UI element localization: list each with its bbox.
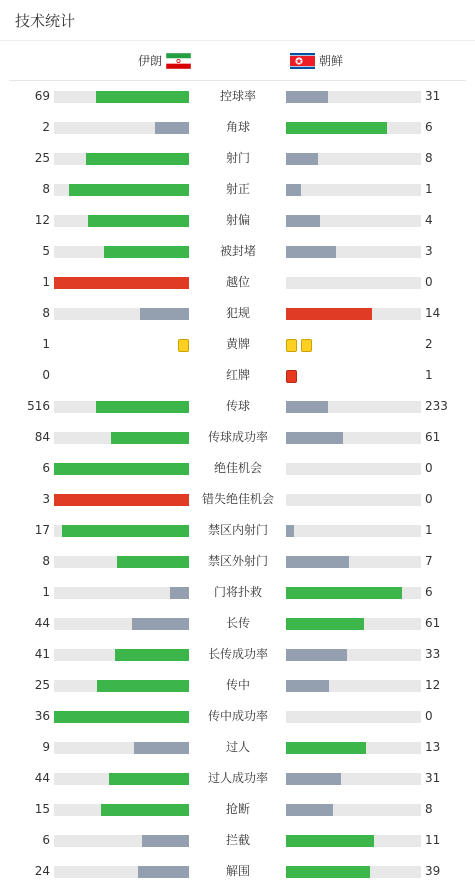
home-bar-track (54, 308, 189, 320)
away-value: 6 (425, 120, 433, 134)
away-value: 1 (425, 523, 433, 537)
away-bar-track (286, 804, 421, 816)
away-bar-track (286, 308, 421, 320)
home-bar-track (54, 525, 189, 537)
home-bar-track (54, 711, 189, 723)
stat-label: 射偏 (225, 213, 250, 227)
away-value: 33 (425, 647, 441, 661)
home-bar-fill (134, 742, 189, 754)
home-team[interactable] (138, 52, 191, 70)
stat-label: 错失绝佳机会 (201, 492, 274, 506)
home-value: 0 (42, 368, 50, 382)
yellow-card-icon (286, 339, 297, 352)
away-bar-fill (286, 432, 343, 444)
away-value: 8 (425, 151, 433, 165)
stat-row (0, 670, 475, 701)
away-value: 31 (425, 771, 441, 785)
stat-label: 越位 (225, 275, 250, 289)
stat-row (0, 608, 475, 639)
away-bar-fill (286, 308, 372, 320)
stat-label: 被封堵 (219, 244, 256, 258)
away-bar-fill (286, 835, 374, 847)
north-korea-flag-icon (290, 53, 315, 69)
home-value: 17 (34, 523, 50, 537)
away-value: 2 (425, 337, 433, 351)
home-bar-fill (115, 649, 189, 661)
stat-label: 传球 (225, 399, 250, 413)
home-value: 15 (34, 802, 50, 816)
home-value: 36 (34, 709, 50, 723)
stat-label: 红牌 (225, 368, 250, 382)
home-value: 516 (27, 399, 50, 413)
home-value: 44 (34, 771, 50, 785)
stat-row (0, 267, 475, 298)
away-value: 13 (425, 740, 441, 754)
home-bar-fill (138, 866, 189, 878)
home-bar-fill (62, 525, 189, 537)
home-bar-track (54, 153, 189, 165)
home-bar-fill (54, 463, 189, 475)
stat-row (0, 515, 475, 546)
away-bar-track (286, 432, 421, 444)
stat-label: 传中 (225, 678, 250, 692)
home-value: 8 (42, 554, 50, 568)
away-bar-fill (286, 587, 402, 599)
home-value: 84 (34, 430, 50, 444)
stat-label: 射门 (225, 151, 250, 165)
home-bar-track (54, 618, 189, 630)
away-bar-track (286, 91, 421, 103)
stat-row (0, 205, 475, 236)
away-value: 11 (425, 833, 441, 847)
stat-label: 门将扑救 (213, 585, 262, 599)
home-value: 3 (42, 492, 50, 506)
stat-label: 犯规 (225, 306, 250, 320)
home-bar-fill (69, 184, 189, 196)
home-bar-track (54, 835, 189, 847)
stat-row (0, 732, 475, 763)
away-bar-track (286, 587, 421, 599)
away-bar-track (286, 835, 421, 847)
stat-label: 角球 (225, 120, 250, 134)
home-bar-fill (155, 122, 189, 134)
away-bar-track (286, 618, 421, 630)
stat-row (0, 763, 475, 794)
stat-row (0, 422, 475, 453)
stat-label: 抢断 (225, 802, 250, 816)
away-bar-track (286, 866, 421, 878)
away-value: 12 (425, 678, 441, 692)
away-bar-track (286, 184, 421, 196)
home-value: 6 (42, 833, 50, 847)
away-bar-fill (286, 742, 366, 754)
stat-row (0, 546, 475, 577)
away-team-name: 朝鲜 (319, 54, 344, 68)
home-bar-fill (140, 308, 189, 320)
away-bar-fill (286, 91, 328, 103)
home-bar-track (54, 432, 189, 444)
stat-row (0, 825, 475, 856)
away-value: 1 (425, 368, 433, 382)
stat-row (0, 639, 475, 670)
home-bar-fill (111, 432, 189, 444)
home-bar-fill (104, 246, 189, 258)
away-bar-track (286, 153, 421, 165)
away-bar-fill (286, 184, 301, 196)
away-bar-track (286, 463, 421, 475)
home-bar-fill (132, 618, 189, 630)
home-value: 6 (42, 461, 50, 475)
home-value: 8 (42, 306, 50, 320)
stat-label: 长传 (225, 616, 250, 630)
away-value: 31 (425, 89, 441, 103)
away-bar-fill (286, 866, 370, 878)
home-value: 41 (34, 647, 50, 661)
away-bar-fill (286, 525, 294, 537)
page-title: 技术统计 (15, 12, 76, 30)
stat-label: 控球率 (219, 89, 256, 103)
away-bar-track (286, 215, 421, 227)
home-value: 69 (34, 89, 50, 103)
stat-row (0, 81, 475, 112)
away-cards (286, 339, 312, 352)
away-bar-fill (286, 401, 328, 413)
away-value: 0 (425, 492, 433, 506)
home-bar-track (54, 184, 189, 196)
stat-label: 射正 (225, 182, 250, 196)
stat-label: 过人 (225, 740, 250, 754)
red-card-icon (286, 370, 297, 383)
away-bar-fill (286, 649, 347, 661)
away-bar-track (286, 525, 421, 537)
away-value: 8 (425, 802, 433, 816)
home-bar-fill (96, 401, 189, 413)
away-bar-track (286, 742, 421, 754)
away-cards (286, 370, 297, 383)
home-bar-fill (97, 680, 189, 692)
home-bar-track (54, 680, 189, 692)
away-bar-fill (286, 804, 333, 816)
away-value: 3 (425, 244, 433, 258)
away-team[interactable] (290, 52, 343, 70)
home-value: 24 (34, 864, 50, 878)
home-bar-track (54, 277, 189, 289)
stat-label: 禁区内射门 (207, 523, 268, 537)
home-bar-track (54, 215, 189, 227)
yellow-card-icon (301, 339, 312, 352)
stat-row (0, 794, 475, 825)
away-bar-track (286, 122, 421, 134)
home-cards (178, 339, 189, 352)
away-value: 6 (425, 585, 433, 599)
home-value: 1 (42, 275, 50, 289)
home-bar-track (54, 246, 189, 258)
away-bar-track (286, 649, 421, 661)
home-value: 25 (34, 151, 50, 165)
stat-row (0, 577, 475, 608)
away-bar-track (286, 494, 421, 506)
home-bar-track (54, 494, 189, 506)
away-bar-fill (286, 122, 387, 134)
stat-row (0, 143, 475, 174)
stat-label: 长传成功率 (207, 647, 268, 661)
stat-label: 黄牌 (225, 337, 250, 351)
home-bar-fill (54, 494, 189, 506)
home-value: 12 (34, 213, 50, 227)
stat-row (0, 298, 475, 329)
home-value: 1 (42, 585, 50, 599)
stat-label: 拦截 (225, 833, 250, 847)
stat-label: 解围 (225, 864, 250, 878)
home-bar-fill (54, 711, 189, 723)
home-bar-fill (117, 556, 189, 568)
away-value: 0 (425, 709, 433, 723)
away-bar-fill (286, 680, 329, 692)
home-team-name: 伊朗 (138, 54, 163, 68)
home-bar-fill (170, 587, 189, 599)
stat-row (0, 360, 475, 391)
home-bar-track (54, 122, 189, 134)
away-value: 0 (425, 461, 433, 475)
home-bar-track (54, 866, 189, 878)
away-bar-fill (286, 773, 341, 785)
home-value: 9 (42, 740, 50, 754)
home-value: 8 (42, 182, 50, 196)
home-bar-track (54, 587, 189, 599)
stat-row (0, 484, 475, 515)
away-bar-fill (286, 618, 364, 630)
home-bar-track (54, 91, 189, 103)
stat-row (0, 329, 475, 360)
home-value: 2 (42, 120, 50, 134)
stat-row (0, 112, 475, 143)
away-value: 4 (425, 213, 433, 227)
away-bar-track (286, 556, 421, 568)
away-value: 0 (425, 275, 433, 289)
away-bar-track (286, 277, 421, 289)
home-value: 5 (42, 244, 50, 258)
away-value: 39 (425, 864, 441, 878)
home-value: 25 (34, 678, 50, 692)
home-bar-track (54, 804, 189, 816)
home-bar-fill (96, 91, 189, 103)
away-bar-track (286, 711, 421, 723)
home-bar-fill (54, 277, 189, 289)
home-value: 1 (42, 337, 50, 351)
away-bar-fill (286, 215, 320, 227)
home-bar-track (54, 773, 189, 785)
away-bar-track (286, 246, 421, 258)
stat-row (0, 453, 475, 484)
away-bar-fill (286, 246, 336, 258)
stat-row (0, 856, 475, 887)
away-value: 1 (425, 182, 433, 196)
away-value: 233 (425, 399, 448, 413)
home-bar-track (54, 556, 189, 568)
stat-label: 绝佳机会 (213, 461, 262, 475)
stat-row (0, 391, 475, 422)
away-bar-fill (286, 556, 349, 568)
stat-label: 过人成功率 (207, 771, 268, 785)
away-bar-track (286, 401, 421, 413)
stat-label: 传中成功率 (207, 709, 268, 723)
home-bar-fill (101, 804, 189, 816)
yellow-card-icon (178, 339, 189, 352)
stat-label: 禁区外射门 (207, 554, 268, 568)
away-value: 14 (425, 306, 441, 320)
stat-row (0, 701, 475, 732)
title-bar (0, 0, 475, 41)
home-bar-track (54, 463, 189, 475)
home-bar-fill (88, 215, 189, 227)
stat-label: 传球成功率 (207, 430, 268, 444)
away-value: 61 (425, 430, 441, 444)
home-bar-fill (142, 835, 189, 847)
team-header (9, 41, 466, 81)
home-bar-track (54, 742, 189, 754)
stat-row (0, 236, 475, 267)
home-value: 44 (34, 616, 50, 630)
away-value: 61 (425, 616, 441, 630)
away-bar-track (286, 680, 421, 692)
home-bar-track (54, 649, 189, 661)
home-bar-fill (86, 153, 189, 165)
iran-flag-icon (166, 53, 191, 69)
away-bar-track (286, 773, 421, 785)
stat-row (0, 174, 475, 205)
home-bar-fill (109, 773, 189, 785)
away-value: 7 (425, 554, 433, 568)
home-bar-track (54, 401, 189, 413)
away-bar-fill (286, 153, 318, 165)
